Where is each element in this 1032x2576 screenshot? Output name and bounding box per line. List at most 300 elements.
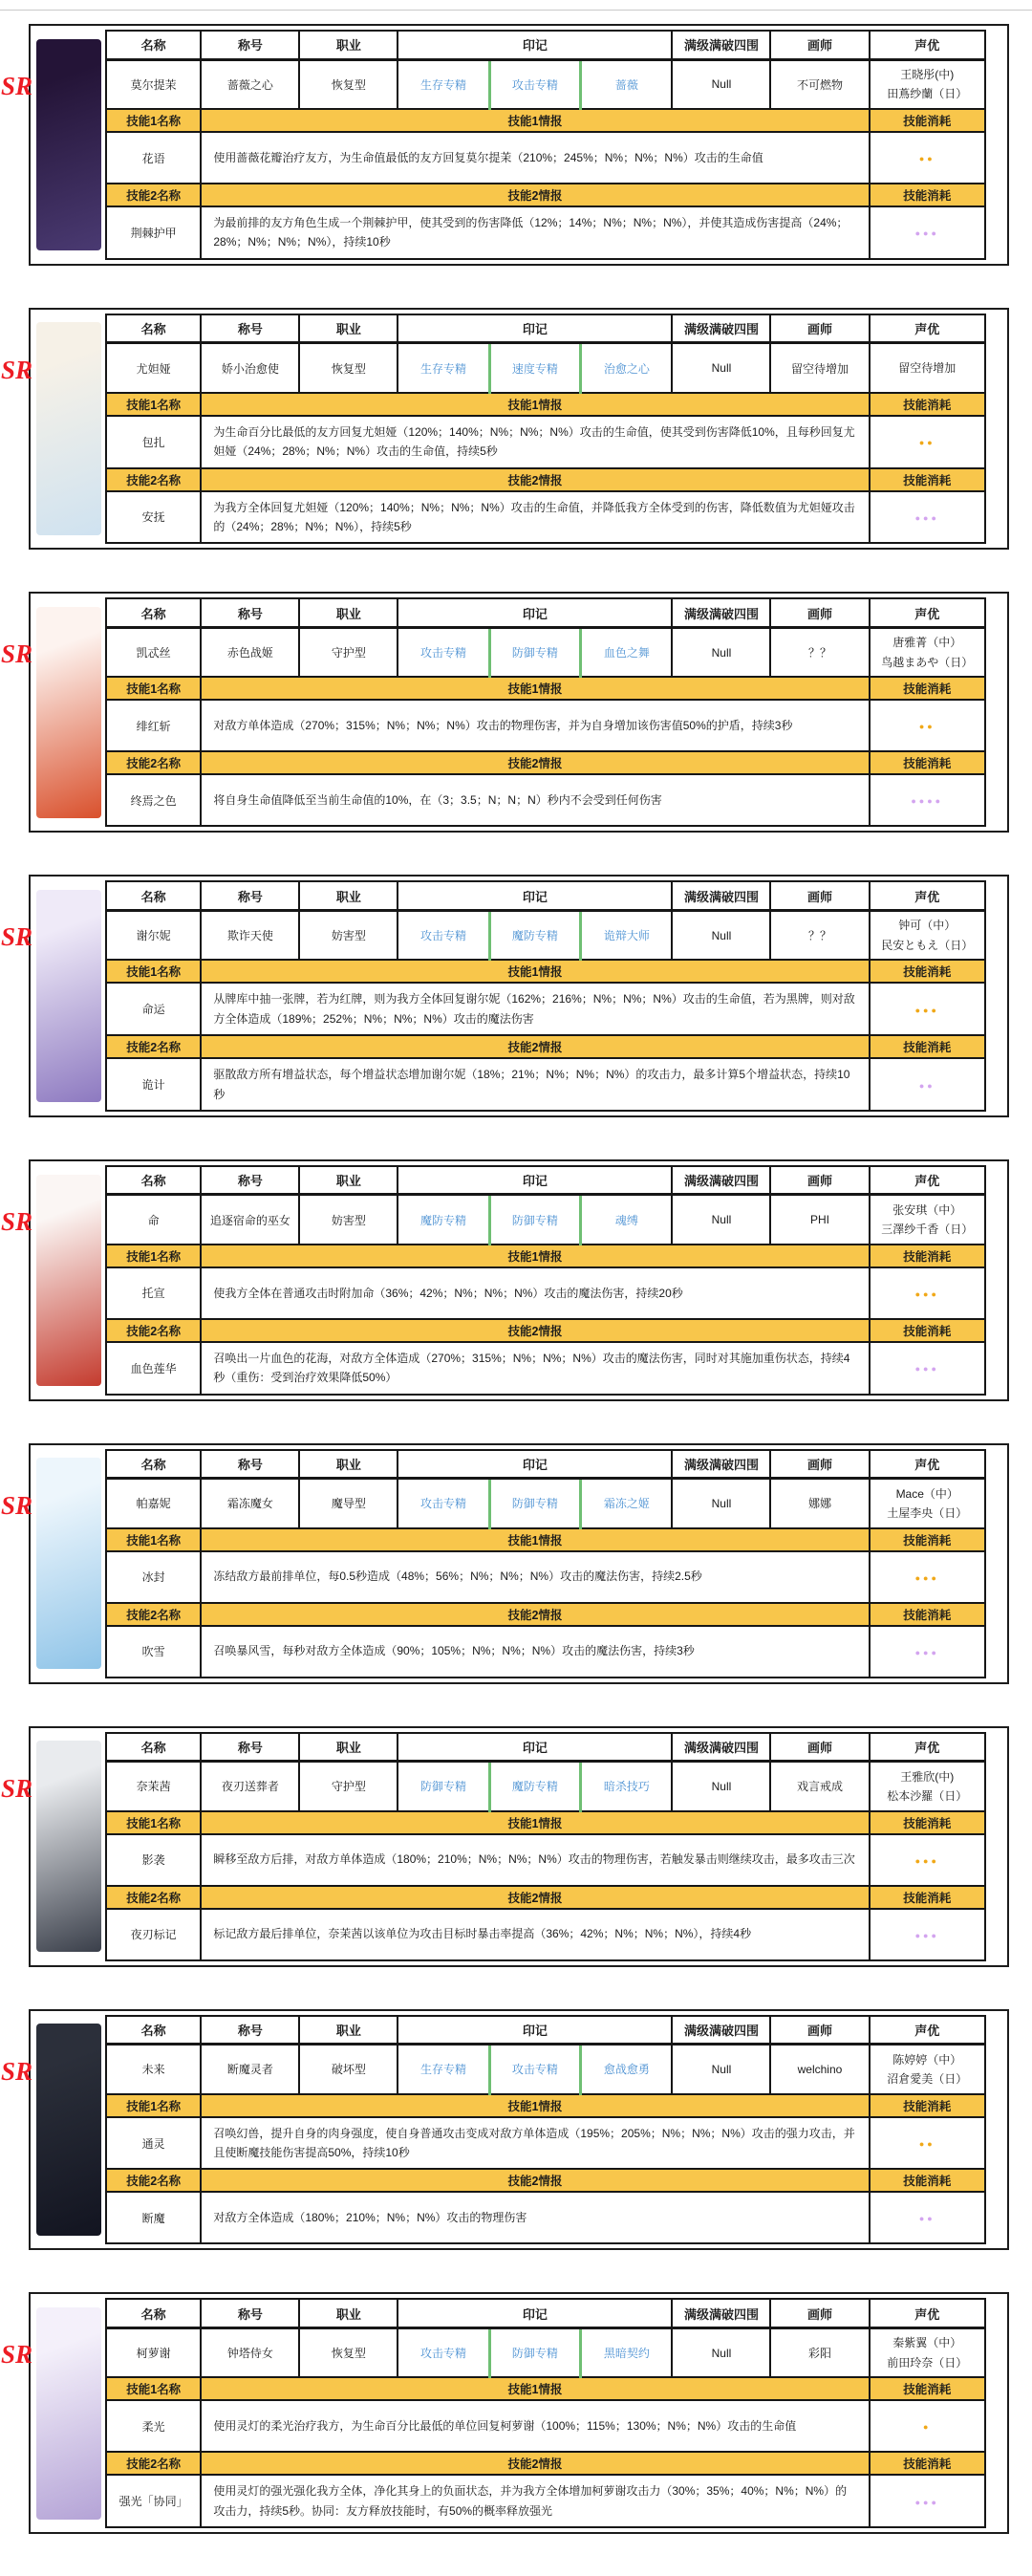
character-job: 守护型 [299,627,398,677]
skill1-name: 冰封 [106,1551,201,1603]
skill1-cost-header: 技能消耗 [870,1245,986,1267]
skill1-info-header: 技能1情报 [201,393,869,416]
skill2-name-header: 技能2名称 [106,184,201,206]
character-title: 追逐宿命的巫女 [201,1195,299,1245]
col-header-job: 职业 [299,2299,398,2327]
character-title: 欺诈天使 [201,910,299,960]
col-header-job: 职业 [299,2016,398,2045]
skill2-name: 诡计 [106,1058,201,1111]
col-header-va: 声优 [870,881,986,910]
col-header-artist: 画师 [770,31,869,59]
mark-link-2[interactable]: 防御专精 [489,1479,581,1528]
table-header-row [106,2016,985,2045]
skill2-description: 标记敌方最后排单位，奈茉茜以该单位为攻击目标时暴击率提高（36%；42%；N%；N%；N%），持续4秒 [201,1909,869,1960]
mark-link-2[interactable]: 攻击专精 [489,59,581,109]
character-block [1,875,1009,1117]
character-portrait[interactable] [36,890,101,1102]
mark-link-2[interactable]: 魔防专精 [489,1762,581,1811]
skill1-cost-header: 技能消耗 [870,1528,986,1551]
mark-link-2[interactable]: 防御专精 [489,2327,581,2377]
skill1-info-header: 技能1情报 [201,1811,869,1834]
skill1-cost-header: 技能消耗 [870,393,986,416]
max-stats-value: Null [672,1195,770,1245]
character-title: 断魔灵者 [201,2045,299,2094]
skill1-cost-dots: ●● [918,438,935,448]
skill2-description: 为我方全体回复尤妲娅（120%；140%；N%；N%；N%）攻击的生命值，并降低我方全体受到的伤害，降低数值为尤妲娅攻击的（24%；28%；N%；N%），持续5秒 [201,491,869,544]
character-block [1,24,1009,266]
col-header-title: 称号 [201,2016,299,2045]
max-stats-value: Null [672,59,770,109]
character-name: 柯萝谢 [106,2327,201,2377]
character-info-table [105,314,986,545]
skill2-cost-dots: ●●● [914,1647,939,1657]
col-header-title: 称号 [201,881,299,910]
character-info-table [105,2298,986,2528]
rarity-label: SR [1,922,33,952]
portrait-cell [32,595,105,829]
character-frame [29,2292,1009,2534]
skill1-name-header: 技能1名称 [106,1245,201,1267]
voice-actors [870,1195,986,1245]
col-header-job: 职业 [299,1166,398,1195]
skill2-cost-dots: ●●● [914,1364,939,1375]
col-header-artist: 画师 [770,1450,869,1479]
skill2-header-row [106,751,985,774]
mark-link-2[interactable]: 速度专精 [489,343,581,393]
skill2-cost-header: 技能消耗 [870,184,986,206]
skill1-info-header: 技能1情报 [201,2377,869,2400]
skill1-row [106,1834,985,1886]
skill2-header-row [106,1035,985,1058]
skill2-cost-dots: ●●● [914,512,939,523]
character-info-table [105,30,986,260]
col-header-job: 职业 [299,1733,398,1762]
character-frame [29,308,1009,551]
max-stats-value: Null [672,1762,770,1811]
col-header-name: 名称 [106,31,201,59]
character-frame [29,24,1009,266]
portrait-cell [32,1730,105,1963]
mark-link-3[interactable]: 血色之舞 [581,627,673,677]
character-name: 尤妲娅 [106,343,201,393]
skill1-description: 使我方全体在普通攻击时附加命（36%；42%；N%；N%；N%）攻击的魔法伤害，持续20秒 [201,1267,869,1319]
va-jp: 松本沙羅（日） [887,1788,968,1803]
va-cn: 钟可（中） [898,919,957,933]
character-block [1,1443,1009,1684]
page-top-divider [0,10,1032,11]
skill1-description: 从牌库中抽一张牌，若为红牌，则为我方全体回复谢尔妮（162%；216%；N%；N%；N%）攻击的生命值，若为黑牌，则对敌方全体造成（189%；252%；N%；N%；N%）攻击的魔法伤害 [201,983,869,1035]
mark-link-1[interactable]: 攻击专精 [398,627,489,677]
skill2-row [106,1626,985,1678]
col-header-stats: 满级满破四围 [672,31,770,59]
col-header-name: 名称 [106,598,201,627]
skill1-header-row [106,393,985,416]
skill1-name: 花语 [106,132,201,184]
rarity-label: SR [1,355,33,384]
skill2-row [106,774,985,826]
mark-link-2[interactable]: 防御专精 [489,1195,581,1245]
mark-link-3[interactable]: 暗杀技巧 [581,1762,673,1811]
skill1-info-header: 技能1情报 [201,677,869,700]
voice-actors [870,1479,986,1528]
skill2-description: 召唤出一片血色的花海，对敌方全体造成（270%；315%；N%；N%；N%）攻击的魔法伤害，同时对其施加重伤状态，持续4秒（重伤：受到治疗效果降低50%） [201,1342,869,1395]
col-header-va: 声优 [870,1733,986,1762]
col-header-name: 名称 [106,2299,201,2327]
skill2-info-header: 技能2情报 [201,751,869,774]
mark-link-3[interactable]: 治愈之心 [581,343,673,393]
character-job: 守护型 [299,1762,398,1811]
skill2-name-header: 技能2名称 [106,1319,201,1342]
character-job: 妨害型 [299,1195,398,1245]
skill1-description: 使用蔷薇花瓣治疗友方，为生命值最低的友方回复莫尔提茉（210%；245%；N%；N%；N%）攻击的生命值 [201,132,869,184]
skill1-description: 召唤幻兽，提升自身的肉身强度，使自身普通攻击变成对敌方单体造成（195%；205%；N%；N%；N%）攻击的强力攻击，并且使断魔技能伤害提高50%，持续10秒 [201,2117,869,2170]
character-title: 娇小治愈使 [201,343,299,393]
col-header-marks: 印记 [398,1166,672,1195]
skill1-name-header: 技能1名称 [106,1811,201,1834]
character-block [1,2009,1009,2251]
character-portrait[interactable] [36,322,101,534]
skill2-header-row [106,1603,985,1626]
skill2-info-header: 技能2情报 [201,1886,869,1909]
skill1-description: 冻结敌方最前排单位，每0.5秒造成（48%；56%；N%；N%；N%）攻击的魔法伤害，持续2.5秒 [201,1551,869,1603]
character-job: 恢复型 [299,2327,398,2377]
character-data-row [106,59,985,109]
mark-link-3[interactable]: 蔷薇 [581,59,673,109]
character-title: 霜冻魔女 [201,1479,299,1528]
col-header-title: 称号 [201,1450,299,1479]
character-name: 命 [106,1195,201,1245]
rarity-label: SR [1,1206,33,1236]
skill2-cost-dots: ●●● [914,2497,939,2507]
col-header-artist: 画师 [770,598,869,627]
skill1-cost-dots: ●●● [914,1855,939,1866]
character-job: 破坏型 [299,2045,398,2094]
col-header-artist: 画师 [770,1733,869,1762]
skill1-description: 使用灵灯的柔光治疗我方，为生命百分比最低的单位回复柯萝谢（100%；115%；130%；N%；N%）攻击的生命值 [201,2400,869,2452]
mark-link-2[interactable]: 魔防专精 [489,910,581,960]
mark-link-3[interactable]: 黑暗契约 [581,2327,673,2377]
col-header-name: 名称 [106,314,201,343]
character-data-row [106,2045,985,2094]
artist-name: welchino [770,2045,869,2094]
mark-link-3[interactable]: 霜冻之姬 [581,1479,673,1528]
skill2-row [106,206,985,259]
skill1-header-row [106,677,985,700]
mark-link-1[interactable]: 生存专精 [398,59,489,109]
col-header-stats: 满级满破四围 [672,1733,770,1762]
skill2-name-header: 技能2名称 [106,468,201,491]
artist-name: 娜娜 [770,1479,869,1528]
skill2-header-row [106,2169,985,2192]
mark-link-1[interactable]: 攻击专精 [398,1479,489,1528]
skill1-cost-header: 技能消耗 [870,960,986,983]
col-header-marks: 印记 [398,1733,672,1762]
portrait-cell [32,2296,105,2530]
col-header-title: 称号 [201,1733,299,1762]
character-frame [29,1159,1009,1401]
skill2-cost-dots: ●●●● [911,796,944,807]
va-cn: 唐雅菁（中） [892,636,962,650]
character-info-table [105,880,986,1112]
table-header-row [106,2299,985,2327]
mark-link-1[interactable]: 攻击专精 [398,910,489,960]
va-jp: 民安ともえ（日） [881,938,974,952]
col-header-title: 称号 [201,598,299,627]
col-header-stats: 满级满破四围 [672,314,770,343]
skill1-name-header: 技能1名称 [106,109,201,132]
skill1-name-header: 技能1名称 [106,2377,201,2400]
rarity-label: SR [1,1490,33,1520]
skill1-header-row [106,960,985,983]
skill2-name-header: 技能2名称 [106,1035,201,1058]
va-jp: 前田玲奈（日） [887,2355,968,2370]
col-header-title: 称号 [201,31,299,59]
col-header-marks: 印记 [398,31,672,59]
portrait-cell [32,312,105,547]
skill2-name: 断魔 [106,2192,201,2243]
table-header-row [106,1166,985,1195]
skill2-row [106,2475,985,2527]
col-header-job: 职业 [299,314,398,343]
table-header-row [106,31,985,59]
character-title: 钟塔侍女 [201,2327,299,2377]
skill2-name: 荆棘护甲 [106,206,201,259]
col-header-marks: 印记 [398,881,672,910]
mark-link-2[interactable]: 防御专精 [489,627,581,677]
skill2-header-row [106,2452,985,2475]
voice-actors [870,59,986,109]
character-title: 夜刃送葬者 [201,1762,299,1811]
character-name: 莫尔提茉 [106,59,201,109]
col-header-artist: 画师 [770,881,869,910]
col-header-stats: 满级满破四围 [672,2299,770,2327]
skill1-info-header: 技能1情报 [201,109,869,132]
mark-link-2[interactable]: 攻击专精 [489,2045,581,2094]
skill2-header-row [106,468,985,491]
va-jp: 沼倉愛美（日） [887,2071,968,2086]
skill1-cost-header: 技能消耗 [870,2094,986,2117]
skill1-cost-dots: ●●● [914,1288,939,1299]
col-header-stats: 满级满破四围 [672,598,770,627]
skill2-description: 将自身生命值降低至当前生命值的10%，在（3；3.5；N；N；N）秒内不会受到任何伤害 [201,774,869,826]
skill1-info-header: 技能1情报 [201,1528,869,1551]
character-title: 蔷薇之心 [201,59,299,109]
va-jp: 三澤纱千香（日） [881,1223,974,1237]
col-header-va: 声优 [870,1450,986,1479]
artist-name: ？？ [770,627,869,677]
col-header-va: 声优 [870,314,986,343]
character-portrait[interactable] [36,39,101,251]
character-data-row [106,910,985,960]
skill2-description: 使用灵灯的强光强化我方全体，净化其身上的负面状态，并为我方全体增加柯萝谢攻击力（30%；35%；40%；N%；N%）的攻击力，持续5秒。协同：友方释放技能时，有50%的概率释放强光 [201,2475,869,2527]
voice-actors [870,1762,986,1811]
mark-link-3[interactable]: 愈战愈勇 [581,2045,673,2094]
character-frame [29,2009,1009,2251]
skill1-header-row [106,109,985,132]
skill2-cost-dots: ●●● [914,1930,939,1940]
col-header-va: 声优 [870,2299,986,2327]
skill2-header-row [106,184,985,206]
skill1-row [106,132,985,184]
artist-name: PHI [770,1195,869,1245]
skill1-row [106,2400,985,2452]
skill2-cost-header: 技能消耗 [870,1886,986,1909]
skill1-cost-dots: ●● [918,2139,935,2150]
col-header-name: 名称 [106,1450,201,1479]
skill2-info-header: 技能2情报 [201,1319,869,1342]
skill1-cost-header: 技能消耗 [870,677,986,700]
max-stats-value: Null [672,2327,770,2377]
character-info-table [105,1449,986,1678]
character-data-row [106,2327,985,2377]
skill1-info-header: 技能1情报 [201,960,869,983]
va-jp: 土屋李央（日） [887,1505,968,1520]
character-block [1,592,1009,833]
character-frame [29,592,1009,833]
col-header-title: 称号 [201,2299,299,2327]
skill2-header-row [106,1886,985,1909]
skill1-cost-header: 技能消耗 [870,2377,986,2400]
va-cn: 张安琪（中） [892,1202,962,1217]
col-header-artist: 画师 [770,1166,869,1195]
col-header-job: 职业 [299,1450,398,1479]
col-header-name: 名称 [106,1733,201,1762]
skill2-cost-header: 技能消耗 [870,1319,986,1342]
voice-actors [870,2045,986,2094]
skill2-info-header: 技能2情报 [201,468,869,491]
col-header-name: 名称 [106,1166,201,1195]
skill1-row [106,2117,985,2170]
mark-link-1[interactable]: 生存专精 [398,343,489,393]
va-cn: 王晓彤(中) [900,67,955,81]
skill2-cost-header: 技能消耗 [870,2452,986,2475]
col-header-va: 声优 [870,598,986,627]
mark-link-3[interactable]: 诡辩大师 [581,910,673,960]
col-header-stats: 满级满破四围 [672,881,770,910]
mark-link-1[interactable]: 攻击专精 [398,2327,489,2377]
skill2-row [106,1342,985,1395]
table-header-row [106,598,985,627]
skill1-name: 托宣 [106,1267,201,1319]
mark-link-1[interactable]: 防御专精 [398,1762,489,1811]
skill2-description: 驱散敌方所有增益状态，每个增益状态增加谢尔妮（18%；21%；N%；N%；N%）的攻击力，最多计算5个增益状态，持续10秒 [201,1058,869,1111]
character-data-row [106,343,985,393]
mark-link-1[interactable]: 魔防专精 [398,1195,489,1245]
va-cn: Mace（中） [895,1486,958,1501]
skill1-cost-dots: ●●● [914,1572,939,1583]
col-header-va: 声优 [870,1166,986,1195]
character-job: 魔导型 [299,1479,398,1528]
character-frame [29,875,1009,1117]
character-portrait[interactable] [36,2024,101,2236]
skill2-name: 强光「协同」 [106,2475,201,2527]
voice-actors [870,627,986,677]
skill1-cost-dots: ● [923,2422,932,2433]
character-portrait[interactable] [36,1458,101,1669]
character-block [1,2292,1009,2534]
skill2-row [106,1909,985,1960]
skill1-name: 通灵 [106,2117,201,2170]
skill1-name: 影袭 [106,1834,201,1886]
rarity-label: SR [1,2340,33,2370]
skill2-info-header: 技能2情报 [201,1035,869,1058]
skill2-cost-header: 技能消耗 [870,2169,986,2192]
character-block [1,308,1009,551]
col-header-stats: 满级满破四围 [672,2016,770,2045]
col-header-marks: 印记 [398,598,672,627]
rarity-label: SR [1,1773,33,1803]
skill1-header-row [106,2377,985,2400]
skill1-cost-dots: ●●● [914,1005,939,1015]
col-header-artist: 画师 [770,2299,869,2327]
portrait-cell [32,1163,105,1397]
mark-link-3[interactable]: 魂缚 [581,1195,673,1245]
character-frame [29,1726,1009,1967]
col-header-va: 声优 [870,31,986,59]
portrait-cell [32,28,105,262]
table-header-row [106,1733,985,1762]
max-stats-value: Null [672,2045,770,2094]
character-title: 赤色战姬 [201,627,299,677]
portrait-cell [32,1447,105,1680]
character-portrait[interactable] [36,2307,101,2520]
skill2-description: 召唤暴风雪，每秒对敌方全体造成（90%；105%；N%；N%；N%）攻击的魔法伤害，持续3秒 [201,1626,869,1678]
character-name: 帕嘉妮 [106,1479,201,1528]
col-header-marks: 印记 [398,1450,672,1479]
portrait-cell [32,2013,105,2247]
character-table-list [0,24,1032,2534]
skill1-description: 瞬移至敌方后排，对敌方单体造成（180%；210%；N%；N%；N%）攻击的物理伤害，若触发暴击则继续攻击，最多攻击三次 [201,1834,869,1886]
mark-link-1[interactable]: 生存专精 [398,2045,489,2094]
va-cn: 留空待增加 [898,360,957,375]
skill1-name-header: 技能1名称 [106,960,201,983]
va-jp: 鸟越まあや（日） [881,655,974,669]
skill2-name-header: 技能2名称 [106,2452,201,2475]
skill2-description: 对敌方全体造成（180%；210%；N%；N%）攻击的物理伤害 [201,2192,869,2243]
col-header-marks: 印记 [398,314,672,343]
col-header-name: 名称 [106,2016,201,2045]
artist-name: ？？ [770,910,869,960]
character-portrait[interactable] [36,1741,101,1952]
character-info-table [105,597,986,827]
col-header-title: 称号 [201,314,299,343]
skill2-cost-dots: ●● [918,1080,935,1091]
character-name: 谢尔妮 [106,910,201,960]
va-jp: 田蔦纱蘭（日） [887,87,968,101]
rarity-label: SR [1,639,33,669]
skill1-header-row [106,1811,985,1834]
character-job: 妨害型 [299,910,398,960]
skill2-name: 终焉之色 [106,774,201,826]
skill2-cost-dots: ●●● [914,228,939,239]
col-header-job: 职业 [299,31,398,59]
skill1-info-header: 技能1情报 [201,1245,869,1267]
skill2-row [106,2192,985,2243]
skill2-name-header: 技能2名称 [106,1603,201,1626]
skill2-cost-header: 技能消耗 [870,1035,986,1058]
character-portrait[interactable] [36,607,101,818]
va-cn: 王雅欣(中) [900,1769,955,1784]
rarity-label: SR [1,72,33,100]
character-data-row [106,1762,985,1811]
character-portrait[interactable] [36,1175,101,1387]
skill2-info-header: 技能2情报 [201,2169,869,2192]
skill1-name-header: 技能1名称 [106,393,201,416]
skill1-info-header: 技能1情报 [201,2094,869,2117]
skill2-name-header: 技能2名称 [106,1886,201,1909]
skill2-name: 吹雪 [106,1626,201,1678]
skill2-header-row [106,1319,985,1342]
